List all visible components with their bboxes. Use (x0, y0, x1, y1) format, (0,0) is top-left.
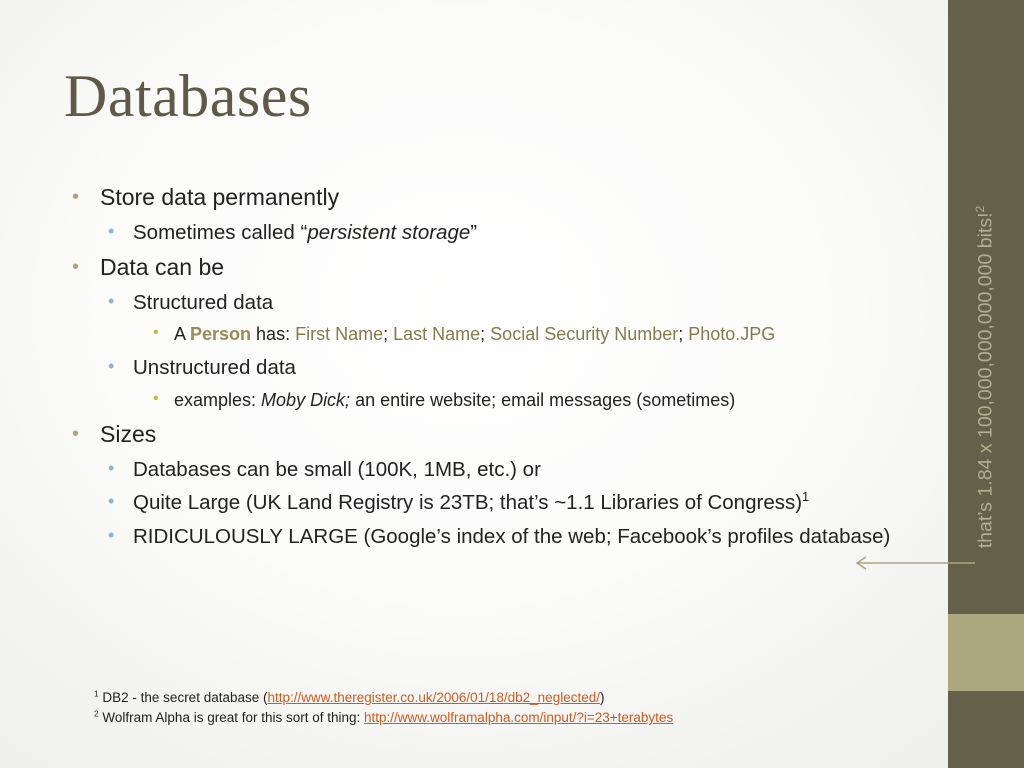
bullet-dot-icon: • (72, 423, 80, 446)
bullet-structured-data: • Structured data (108, 290, 274, 314)
bullet-unstructured-data: • Unstructured data (108, 355, 296, 379)
bullet-dot-icon: • (108, 220, 115, 241)
bullet-sizes: • Sizes (72, 421, 157, 448)
bullet-dot-icon: • (108, 290, 115, 311)
bullet-dot-icon: • (108, 457, 115, 478)
bullet-person-fields: • A Person has: First Name; Last Name; Social Security Number; Photo.JPG (153, 324, 776, 345)
footnote-2-link[interactable]: http://www.wolframalpha.com/input/?i=23+terabytes (364, 710, 674, 726)
bullet-quite-large: • Quite Large (UK Land Registry is 23TB; that’s ~1.1 Libraries of Congress)$^1$ (108, 489, 810, 515)
bullet-dot-icon: • (153, 389, 159, 407)
bullet-dot-icon: • (72, 256, 80, 279)
footnote-1: $^1$ DB2 - the secret database (http://www.theregister.co.uk/2006/01/18/db2_neglected/) (94, 688, 605, 705)
footnote-1-link[interactable]: http://www.theregister.co.uk/2006/01/18/db2_neglected/ (267, 690, 600, 705)
bullet-examples: • examples: Moby Dick; an entire website; email messages (sometimes) (153, 389, 736, 410)
bullet-persistent-storage: • Sometimes called “persistent storage” (108, 220, 478, 244)
bullet-dot-icon: • (72, 186, 80, 208)
footnote-2: $^2$ Wolfram Alpha is great for this sort of thing: http://www.wolframalpha.com/input/?i=23+terabytes (94, 708, 674, 726)
bullet-dot-icon: • (108, 491, 115, 512)
bullet-store-data: • Store data permanently (72, 184, 340, 210)
footnote-ref-1: 1 (802, 489, 810, 505)
bullet-dot-icon: • (108, 355, 115, 376)
bullet-ridiculously-large: • RIDICULOUSLY LARGE (Google’s index of the web; Facebook’s profiles database) (108, 524, 891, 548)
bullet-dot-icon: • (153, 324, 159, 342)
slide-title: Databases (64, 63, 312, 129)
sidebar-note: that’s 1.84 x 100,000,000,000,000 bits!$^2$ (973, 205, 997, 549)
bullet-small-databases: • Databases can be small (100K, 1MB, etc.) or (108, 457, 541, 481)
bullet-data-can-be: • Data can be (72, 254, 225, 281)
bullet-dot-icon: • (108, 524, 115, 545)
